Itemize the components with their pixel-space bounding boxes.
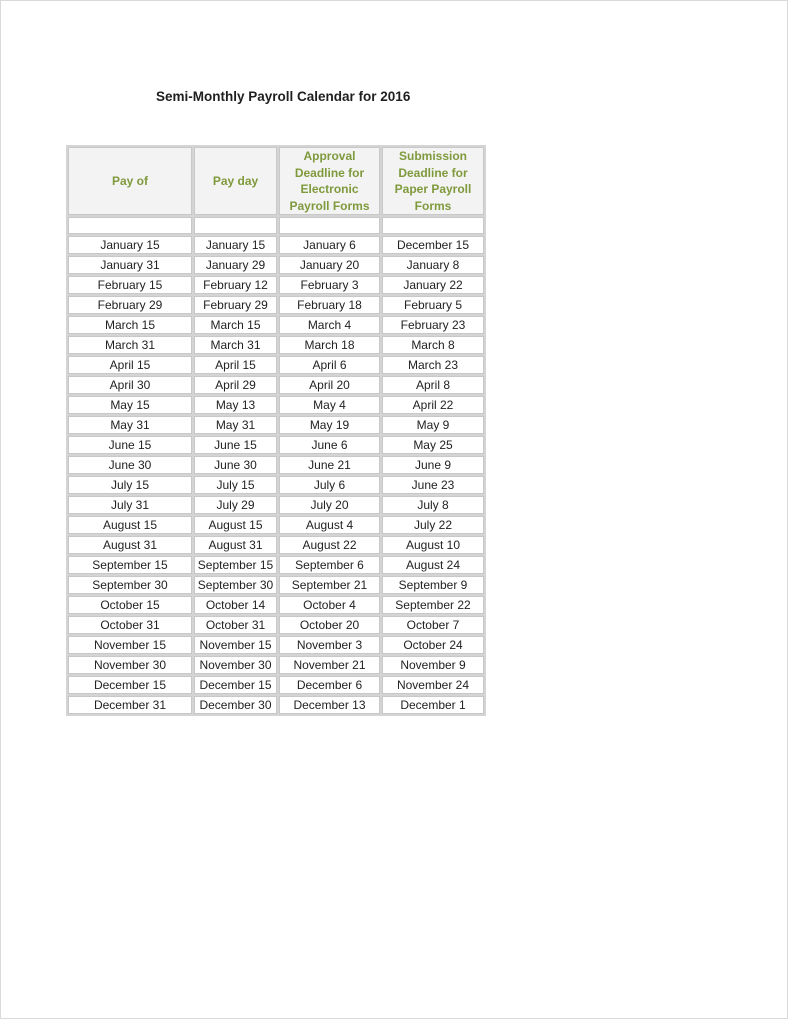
pay-of-cell: December 15 <box>68 676 192 694</box>
submission-deadline-cell: February 23 <box>382 316 484 334</box>
submission-deadline-cell: December 1 <box>382 696 484 714</box>
approval-deadline-cell: May 4 <box>279 396 380 414</box>
table-row <box>68 656 484 674</box>
table-row <box>68 636 484 654</box>
approval-deadline-cell: January 6 <box>279 236 380 254</box>
pay-of-cell: January 15 <box>68 236 192 254</box>
submission-deadline-cell: December 15 <box>382 236 484 254</box>
pay-day-cell: April 29 <box>194 376 277 394</box>
submission-deadline-cell: September 22 <box>382 596 484 614</box>
submission-deadline-cell: July 22 <box>382 516 484 534</box>
approval-deadline-cell: October 20 <box>279 616 380 634</box>
table-row <box>68 356 484 374</box>
pay-of-cell: October 31 <box>68 616 192 634</box>
submission-deadline-cell: April 22 <box>382 396 484 414</box>
table-row <box>68 576 484 594</box>
blank-cell <box>194 217 277 234</box>
pay-day-cell: September 30 <box>194 576 277 594</box>
approval-deadline-cell: October 4 <box>279 596 380 614</box>
approval-deadline-cell: February 18 <box>279 296 380 314</box>
pay-of-cell: April 15 <box>68 356 192 374</box>
pay-day-cell: August 15 <box>194 516 277 534</box>
submission-deadline-cell: October 7 <box>382 616 484 634</box>
pay-of-cell: January 31 <box>68 256 192 274</box>
submission-deadline-cell: January 22 <box>382 276 484 294</box>
pay-of-cell: November 30 <box>68 656 192 674</box>
submission-deadline-cell: May 25 <box>382 436 484 454</box>
pay-of-cell: August 31 <box>68 536 192 554</box>
approval-deadline-cell: June 6 <box>279 436 380 454</box>
pay-of-cell: February 29 <box>68 296 192 314</box>
pay-day-cell: May 13 <box>194 396 277 414</box>
approval-deadline-cell: March 4 <box>279 316 380 334</box>
approval-deadline-cell: August 22 <box>279 536 380 554</box>
submission-deadline-cell: November 24 <box>382 676 484 694</box>
submission-deadline-cell: February 5 <box>382 296 484 314</box>
pay-day-cell: April 15 <box>194 356 277 374</box>
pay-day-cell: December 15 <box>194 676 277 694</box>
pay-day-cell: January 15 <box>194 236 277 254</box>
table-row <box>68 476 484 494</box>
pay-day-cell: February 12 <box>194 276 277 294</box>
table-row <box>68 696 484 714</box>
table-row <box>68 396 484 414</box>
approval-deadline-cell: March 18 <box>279 336 380 354</box>
table-row <box>68 496 484 514</box>
table-row <box>68 596 484 614</box>
column-header-pay-of: Pay of <box>68 147 192 215</box>
blank-cell <box>68 217 192 234</box>
submission-deadline-cell: March 23 <box>382 356 484 374</box>
table-row <box>68 676 484 694</box>
pay-of-cell: August 15 <box>68 516 192 534</box>
pay-of-cell: July 31 <box>68 496 192 514</box>
pay-day-cell: March 31 <box>194 336 277 354</box>
approval-deadline-cell: January 20 <box>279 256 380 274</box>
pay-day-cell: September 15 <box>194 556 277 574</box>
pay-day-cell: July 29 <box>194 496 277 514</box>
header-row <box>68 147 484 215</box>
pay-day-cell: October 14 <box>194 596 277 614</box>
pay-of-cell: June 15 <box>68 436 192 454</box>
pay-day-cell: March 15 <box>194 316 277 334</box>
pay-day-cell: November 15 <box>194 636 277 654</box>
pay-of-cell: April 30 <box>68 376 192 394</box>
submission-deadline-cell: August 24 <box>382 556 484 574</box>
table-row <box>68 536 484 554</box>
pay-of-cell: May 15 <box>68 396 192 414</box>
approval-deadline-cell: August 4 <box>279 516 380 534</box>
column-header-pay-day: Pay day <box>194 147 277 215</box>
pay-day-cell: July 15 <box>194 476 277 494</box>
pay-of-cell: March 31 <box>68 336 192 354</box>
approval-deadline-cell: December 13 <box>279 696 380 714</box>
table-row <box>68 376 484 394</box>
submission-deadline-cell: January 8 <box>382 256 484 274</box>
table-row <box>68 616 484 634</box>
pay-of-cell: October 15 <box>68 596 192 614</box>
table-row <box>68 556 484 574</box>
approval-deadline-cell: November 21 <box>279 656 380 674</box>
approval-deadline-cell: July 6 <box>279 476 380 494</box>
pay-of-cell: November 15 <box>68 636 192 654</box>
submission-deadline-cell: June 23 <box>382 476 484 494</box>
column-header-approval-deadline: Approval Deadline for Electronic Payroll Forms <box>279 147 380 215</box>
pay-of-cell: September 15 <box>68 556 192 574</box>
pay-of-cell: July 15 <box>68 476 192 494</box>
pay-day-cell: August 31 <box>194 536 277 554</box>
approval-deadline-cell: December 6 <box>279 676 380 694</box>
table-row <box>68 296 484 314</box>
approval-deadline-cell: June 21 <box>279 456 380 474</box>
approval-deadline-cell: July 20 <box>279 496 380 514</box>
approval-deadline-cell: April 20 <box>279 376 380 394</box>
approval-deadline-cell: September 21 <box>279 576 380 594</box>
pay-day-cell: June 30 <box>194 456 277 474</box>
pay-day-cell: May 31 <box>194 416 277 434</box>
submission-deadline-cell: October 24 <box>382 636 484 654</box>
blank-cell <box>382 217 484 234</box>
submission-deadline-cell: May 9 <box>382 416 484 434</box>
table-row <box>68 516 484 534</box>
blank-cell <box>279 217 380 234</box>
table-row <box>68 256 484 274</box>
table-row <box>68 436 484 454</box>
table-row <box>68 236 484 254</box>
page-title: Semi-Monthly Payroll Calendar for 2016 <box>156 89 411 104</box>
table-row <box>68 276 484 294</box>
pay-of-cell: September 30 <box>68 576 192 594</box>
pay-of-cell: March 15 <box>68 316 192 334</box>
column-header-submission-deadline: Submission Deadline for Paper Payroll Forms <box>382 147 484 215</box>
pay-day-cell: June 15 <box>194 436 277 454</box>
pay-of-cell: May 31 <box>68 416 192 434</box>
table-row <box>68 456 484 474</box>
approval-deadline-cell: September 6 <box>279 556 380 574</box>
payroll-calendar-table <box>66 145 486 716</box>
pay-of-cell: February 15 <box>68 276 192 294</box>
submission-deadline-cell: November 9 <box>382 656 484 674</box>
pay-day-cell: October 31 <box>194 616 277 634</box>
approval-deadline-cell: February 3 <box>279 276 380 294</box>
submission-deadline-cell: March 8 <box>382 336 484 354</box>
pay-day-cell: February 29 <box>194 296 277 314</box>
submission-deadline-cell: August 10 <box>382 536 484 554</box>
blank-row <box>68 217 484 234</box>
table-row <box>68 336 484 354</box>
approval-deadline-cell: May 19 <box>279 416 380 434</box>
submission-deadline-cell: September 9 <box>382 576 484 594</box>
table-row <box>68 416 484 434</box>
pay-day-cell: November 30 <box>194 656 277 674</box>
pay-of-cell: June 30 <box>68 456 192 474</box>
table-row <box>68 316 484 334</box>
approval-deadline-cell: November 3 <box>279 636 380 654</box>
pay-day-cell: December 30 <box>194 696 277 714</box>
approval-deadline-cell: April 6 <box>279 356 380 374</box>
submission-deadline-cell: June 9 <box>382 456 484 474</box>
submission-deadline-cell: July 8 <box>382 496 484 514</box>
pay-of-cell: December 31 <box>68 696 192 714</box>
submission-deadline-cell: April 8 <box>382 376 484 394</box>
pay-day-cell: January 29 <box>194 256 277 274</box>
